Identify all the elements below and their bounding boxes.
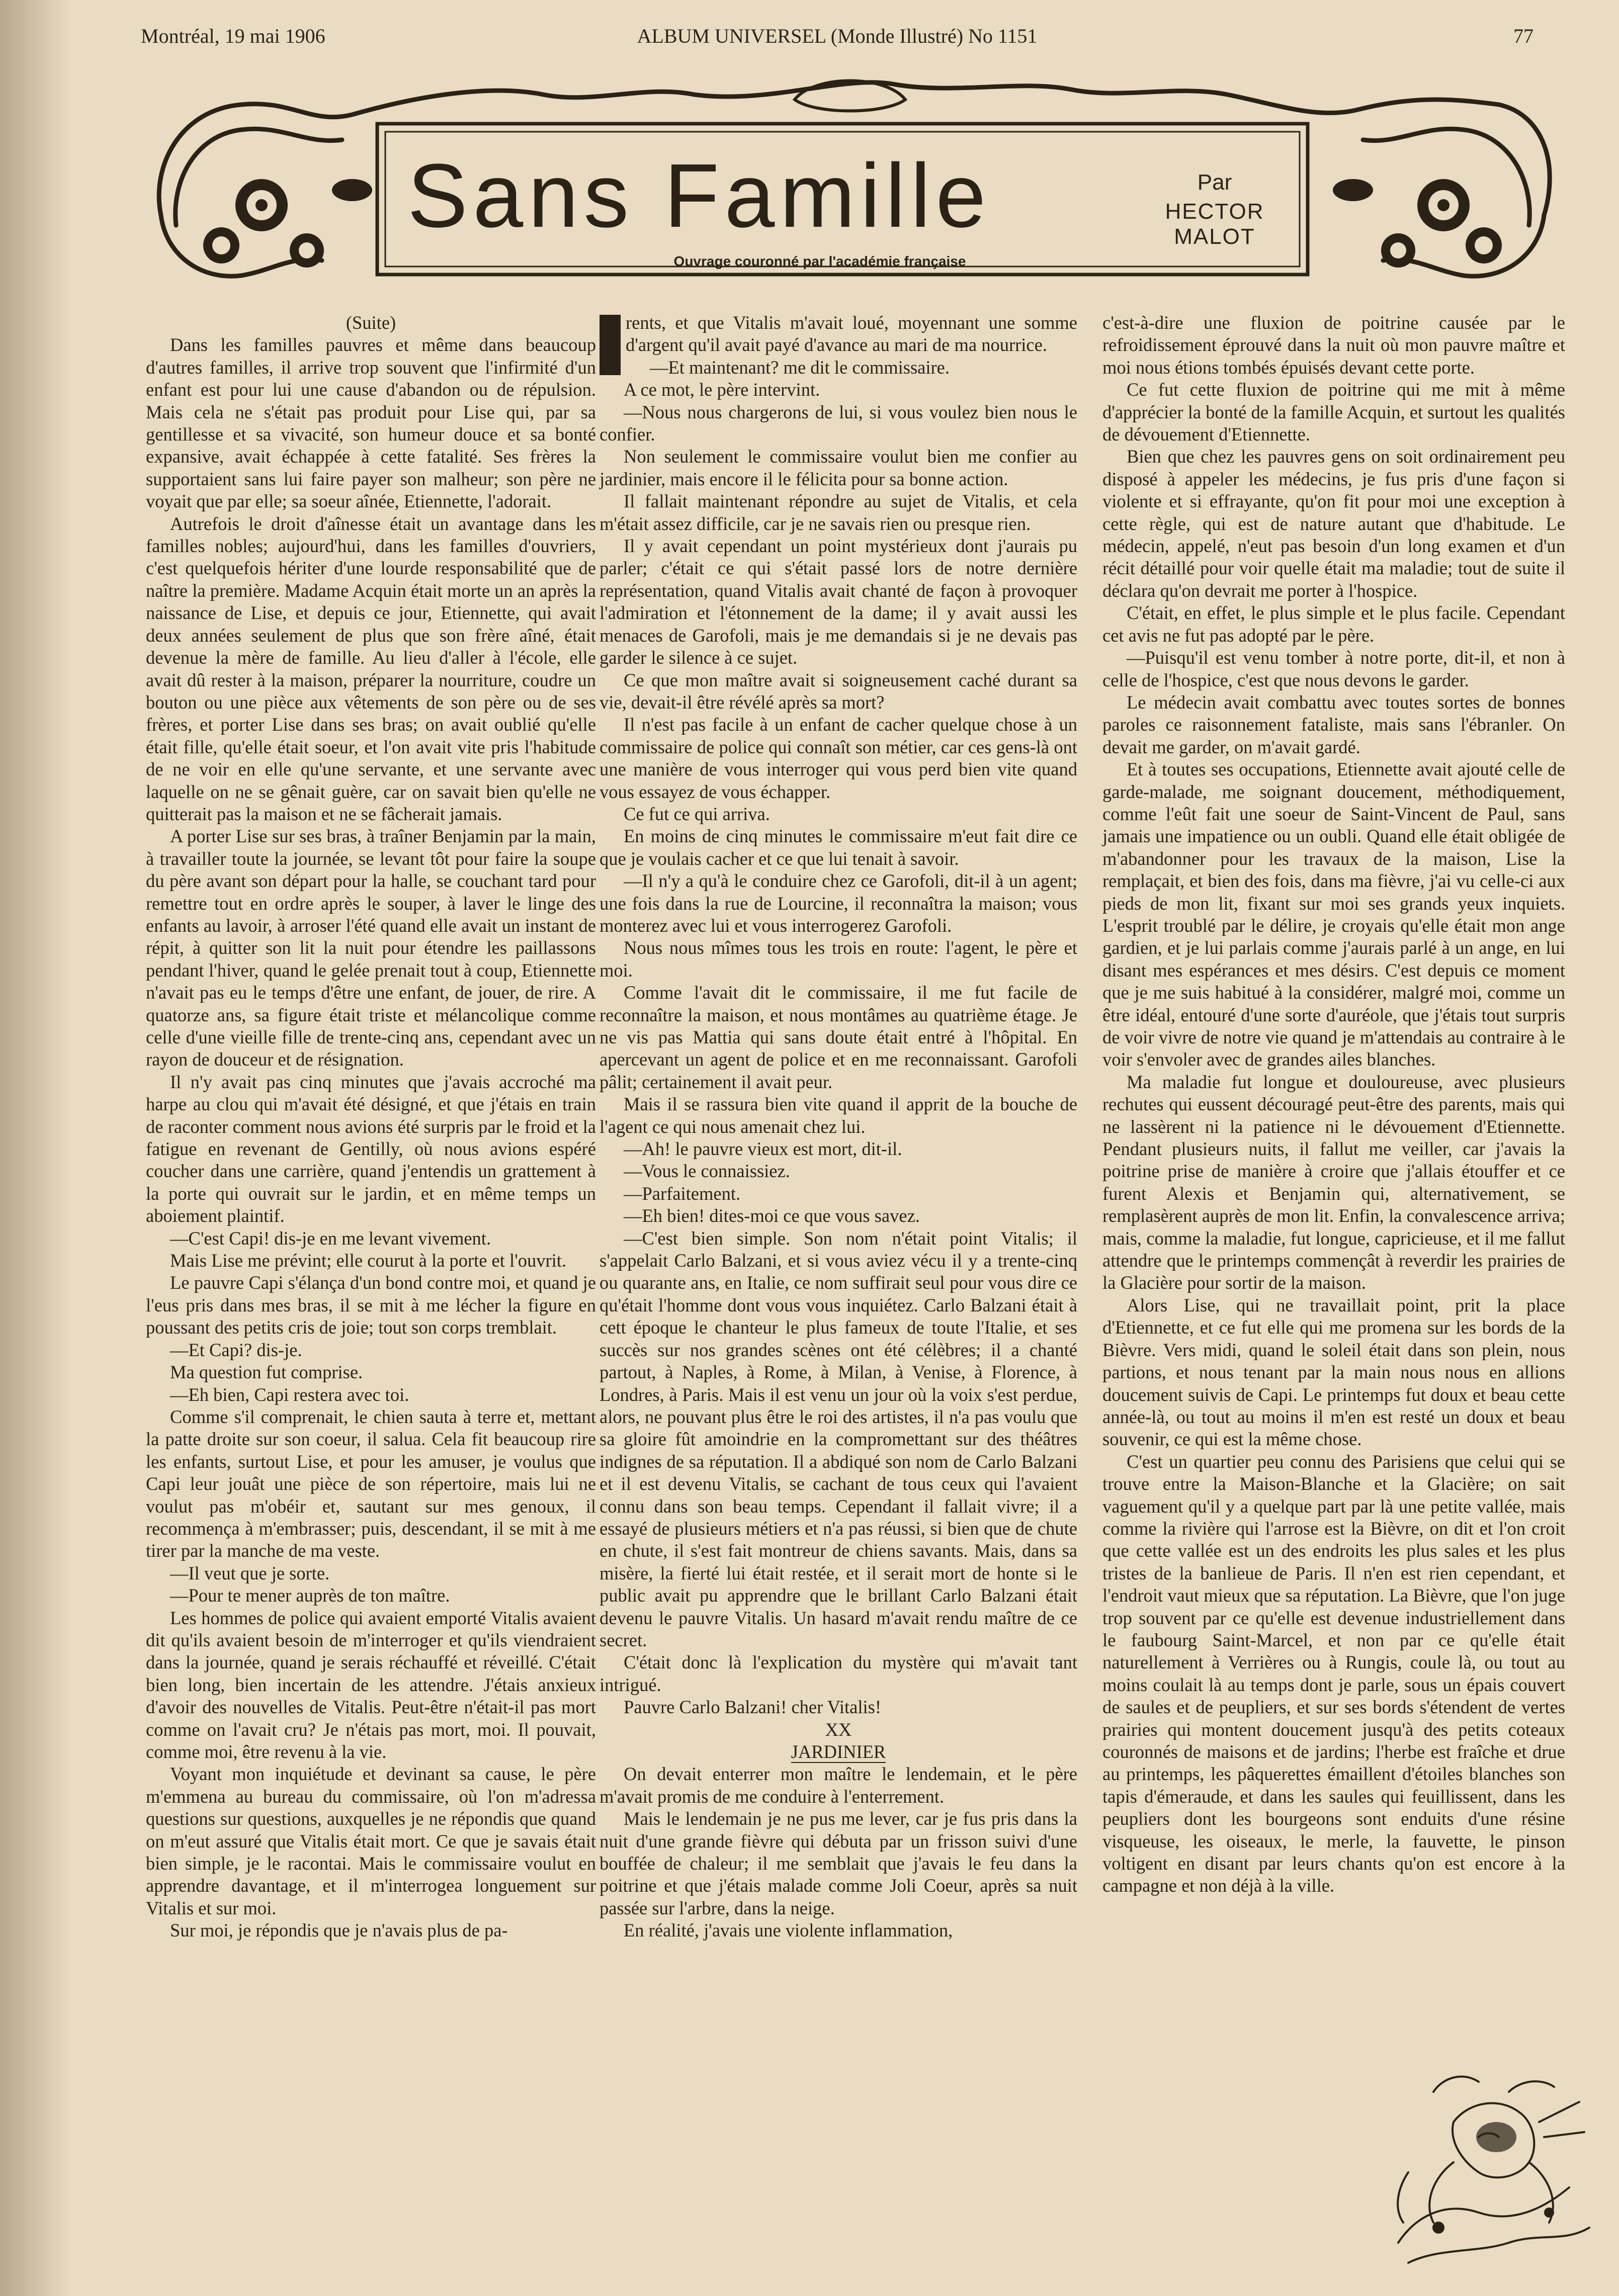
paragraph: Ce fut ce qui arriva. [624,803,770,824]
dropcap-ornament [600,315,621,375]
paragraph: —Puisqu'il est venu tomber à notre porte, dit-il, et non à celle de l'hospice, c'est que nous devons le garder. [1102,647,1565,690]
paragraph: Ce que mon maître avait si soigneusement caché durant sa vie, devait-il être révélé après sa mort? [600,669,1077,713]
paragraph: c'est-à-dire une fluxion de poitrine causée par le refroidissement éprouvé dans la nuit où mon pauvre maître et moi nous étions tombés épuisés devant cette porte. [1102,312,1565,378]
suite-label: (Suite) [346,312,396,333]
paragraph: —C'est Capi! dis-je en me levant vivement. [170,1227,491,1249]
chapter-title [600,1741,1077,1763]
binding-shadow [0,0,70,2296]
text-column-3 [1102,312,1565,1897]
paragraph: C'était donc là l'explication du mystère qui m'avait tant intrigué. [600,1652,1077,1695]
paragraph: Sur moi, je répondis que je n'avais plus de pa- [170,1920,508,1941]
paragraph: Ma maladie fut longue et douloureuse, avec plusieurs rechutes qui eussent découragé peut-être des parents, mais qui ne lassèrent ni la patience ni le dévouement d'Etiennette. Pendant plusieurs nuits, il fallut me veiller, car j'avais la poitrine prise de manière à croire que j'allais étouffer et ce furent Alexis et Benjamin qui, alternativement, se remplasèrent auprès de mon lit. Enfin, la convalescence arriva; mais, comme la maladie, fut longue, capricieuse, et il me fallut attendre que le printemps commençât à reverdir les prairies de la Glacière pour sortir de la maison. [1102,1071,1565,1293]
paragraph: Mais Lise me prévint; elle courut à la porte et l'ouvrit. [170,1250,567,1271]
paragraph: Le pauvre Capi s'élança d'un bond contre moi, et quand je l'eus pris dans mes bras, il se mit à me lécher la figure en poussant des petits cris de joie; tout son corps tremblait. [146,1272,596,1338]
story-title: Sans Famille [407,145,991,246]
paragraph: Ma question fut comprise. [170,1362,363,1383]
paragraph: Dans les familles pauvres et même dans beaucoup d'autres familles, il arrive trop souvent que l'infirmité d'un enfant est pour lui une cause d'abandon ou de répulsion. Mais cela ne s'était pas produit pour Lise qui, par sa gentillesse et sa vivacité, son humeur douce et sa bonté expansive, avait échappée à cette fatalité. Ses frères la supportaient sans lui faire payer son malheur; son père ne voyait que par elle; sa soeur aînée, Etiennette, l'adorait. [146,334,596,512]
header-publication: ALBUM UNIVERSEL (Monde Illustré) No 1151 [637,25,1038,47]
award-subtitle: Ouvrage couronné par l'académie française [673,253,966,269]
paragraph: On devait enterrer mon maître le lendemain, et le père m'avait promis de me conduire à l'enterrement. [600,1763,1077,1807]
paragraph: En moins de cinq minutes le commissaire m'eut fait dire ce que je voulais cacher et ce que lui tenait à savoir. [600,826,1077,869]
paragraph: —Nous nous chargerons de lui, si vous voulez bien nous le confier. [600,401,1077,445]
paragraph: —Eh bien, Capi restera avec toi. [170,1384,409,1405]
paragraph: Le médecin avait combattu avec toutes sortes de bonnes paroles ce raisonnement fataliste, mais sans l'ébranler. On devait me garder, on m'avait gardé. [1102,691,1565,757]
paragraph: Mais le lendemain je ne pus me lever, car je fus pris dans la nuit d'une grande fièvre qui débuta par un frisson suivi d'une bouffée de chaleur; il me semblait que j'avais le feu dans la poitrine et que j'étais malade comme Joli Coeur, après sa nuit passée sur l'arbre, dans la neige. [600,1808,1077,1918]
paragraph: A porter Lise sur ses bras, à traîner Benjamin par la main, à travailler toute la journée, se levant tôt pour faire la soupe du père avant son départ pour la halle, se couchant tard pour remettre tout en ordre après le souper, à laver le linge des enfants au lavoir, à arroser l'été quand elle avait un instant de répit, à quitter son lit la nuit pour étendre les paillassons pendant l'hiver, quand le gelée prenait tout à coup, Etiennette n'avait pas eu le temps d'être une enfant, de jouer, de rire. A quatorze ans, sa figure était triste et mélancolique comme celle d'une vieille fille de trente-cinq ans, cependant avec un rayon de douceur et de résignation. [146,826,596,1070]
running-head [141,24,1533,54]
paragraph: —C'est bien simple. Son nom n'était point Vitalis; il s'appelait Carlo Balzani, et si vous aviez vécu il y a trente-cinq ou quarante ans, en Italie, ce nom suffirait seul pour vous dire ce qu'était l'homme dont vous vous inquiétez. Carlo Balzani était à cett époque le chanteur le plus fameux de toute l'Italie, et ses succès sur nos grandes scènes ont été célèbres; il a chanté partout, à Naples, à Rome, à Milan, à Venise, à Florence, à Londres, à Paris. Mais il est venu un jour où la voix s'est perdue, alors, ne pouvant plus être le roi des artistes, il n'a pas voulu que sa gloire fût amoindrie en la compromettant sur des théâtres indignes de sa réputation. Il a abdiqué son nom de Carlo Balzani et il est devenu Vitalis, se cachant de tous ceux qui l'avaient connu dans son beau temps. Cependant il fallait vivre; il a essayé de plusieurs métiers et n'a pas réussi, si bien que de chute en chute, il s'est fait montreur de chiens savants. Mais, dans sa misère, la fierté lui était restée, et il serait mort de honte si le public avait pu apprendre que le brillant Carlo Balzani était devenu le pauvre Vitalis. Un hasard m'avait rendu maître de ce secret. [600,1227,1077,1650]
paragraph: Voyant mon inquiétude et devinant sa cause, le père m'emmena au bureau du commissaire, où l'on m'adressa questions sur questions, auxquelles je ne répondis que quand on m'eut assuré que Vitalis était mort. Ce que je savais était bien simple, je le racontai. Mais le commissaire voulut en apprendre davantage, et il m'interrogea longuement sur Vitalis et sur moi. [146,1763,596,1918]
paragraph: —Et maintenant? me dit le commissaire. [650,357,950,378]
paragraph: —Ah! le pauvre vieux est mort, dit-il. [624,1138,902,1160]
byline-par: Par [1197,170,1232,195]
paragraph: En réalité, j'avais une violente inflammation, [624,1920,953,1941]
title-banner [141,64,1564,306]
paragraph: Il n'y avait pas cinq minutes que j'avais accroché ma harpe au clou qui m'avait été désigné, et que j'étais en train de raconter comment nous avions été surpris par le froid et la fatigue en revenant de Gentilly, où nous avions espéré coucher dans une carrière, quand j'entendis un grattement à la porte qui ouvrait sur le jardin, et en même temps un aboiement plaintif. [146,1071,596,1226]
paragraph: —Et Capi? dis-je. [170,1339,302,1360]
vignette-illustration [1378,2062,1599,2273]
text-column-1 [146,312,596,1942]
header-date: Montréal, 19 mai 1906 [141,25,325,47]
paragraph: —Eh bien! dites-moi ce que vous savez. [624,1205,920,1226]
page-number: 77 [1513,25,1533,47]
paragraph: Mais il se rassura bien vite quand il apprit de la bouche de l'agent ce qui nous amenait chez lui. [600,1094,1077,1137]
paragraph: Comme l'avait dit le commissaire, il me fut facile de reconnaître la maison, et nous montâmes au quatrième étage. Je ne vis pas Mattia qui sans doute était entré à l'hôpital. En apercevant un agent de police et en me reconnaissant. Garofoli pâlit; certainement il avait peur. [600,982,1077,1092]
paragraph: —Il veut que je sorte. [170,1562,330,1583]
paragraph: Autrefois le droit d'aînesse était un avantage dans les familles nobles; aujourd'hui, dans les familles d'ouvriers, c'est quelquefois hériter d'une lourde responsabilité que de naître la première. Madame Acquin était morte un an après la naissance de Lise, et depuis ce jour, Etiennette, qui avait deux années seulement de plus que son frère aîné, était devenue la mère de famille. Au lieu d'aller à l'école, elle avait dû rester à la maison, préparer la nourriture, coudre un bouton ou une pièce aux vêtements de son père ou de ses frères, et porter Lise dans ses bras; on avait oublié qu'elle était fille, qu'elle était soeur, et l'on avait vite pris l'habitude de ne voir en elle qu'une servante, et une servante avec laquelle on ne se gênait guère, car on savait bien qu'elle ne quitterait pas la maison et ne se fâcherait jamais. [146,513,596,824]
paragraph: —Il n'y a qu'à le conduire chez ce Garofoli, dit-il à un agent; une fois dans la rue de Lourcine, il reconnaîtra la maison; vous monterez avec lui et vous interrogerez Garofoli. [600,870,1077,936]
paragraph: C'est un quartier peu connu des Parisiens que celui qui se trouve entre la Maison-Blanche et la Glacière; on sait vaguement qu'il y a quelque part par là une petite vallée, mais comme la rivière qui l'arrose est la Bièvre, on dit et l'on croit que cette vallée est un des endroits les plus sales et les plus tristes de la banlieue de Paris. Il n'en est rien cependant, et l'endroit vaut mieux que sa réputation. La Bièvre, que l'on juge trop souvent par ce qu'elle est devenue industriellement dans le faubourg Saint-Marcel, et non par ce qu'elle était naturellement à Verrières ou à Rungis, coule là, ou tout au moins coulait là au temps dont je parle, sous un épais couvert de saules et de peupliers, et sur ses bords s'étendent de vertes prairies qui montent doucement jusqu'à des petits coteaux couronnés de maisons et de jardins; l'herbe est fraîche et drue au printemps, les pâquerettes émaillent d'étoiles blanches son tapis d'émeraude, et dans les saules qui feuillissent, dans les peupliers dont les bourgeons sont enduits d'une résine visqueuse, les oiseaux, le merle, la fauvette, le pinson voltigent en disant par leurs chants qu'on est encore à la campagne et non déjà à la ville. [1102,1451,1565,1896]
paragraph: Les hommes de police qui avaient emporté Vitalis avaient dit qu'ils avaient besoin de m'interroger et qu'ils viendraient dans la journée, quand je serais réchauffé et réveillé. C'était bien long, bien incertain de les attendre. J'étais anxieux d'avoir des nouvelles de Vitalis. Peut-être n'était-il pas mort comme on l'avait cru? Je n'étais pas mort, moi. Il pouvait, comme moi, être revenu à la vie. [146,1607,596,1762]
paragraph: —Parfaitement. [624,1183,741,1204]
chapter-title-text: JARDINIER [791,1741,886,1762]
byline-author: HECTOR MALOT [1165,199,1264,249]
paragraph: Et à toutes ses occupations, Etiennette avait ajouté celle de garde-malade, me soignant doucement, méthodiquement, comme l'eût fait une soeur de Saint-Vincent de Paul, sans jamais une impatience ou un oubli. Quand elle était obligée de m'abandonner pour les travaux de la maison, Lise la remplaçait, et bien des fois, dans ma fièvre, j'ai vu celle-ci aux pieds de mon lit, fixant sur moi ses grands yeux inquiets. L'esprit troublé par le délire, je croyais qu'elle était mon ange gardien, et je lui parlais comme j'aurais parlé à un ange, en lui disant mes espérances et mes désirs. C'est depuis ce moment que je me suis habitué à la considérer, malgré moi, comme un être idéal, entouré d'une sorte d'auréole, que j'étais tout surpris de voir vivre de notre vie quand je m'attendais au contraire à le voir s'envoler avec de grandes ailes blanches. [1102,759,1565,1070]
paragraph: Il n'est pas facile à un enfant de cacher quelque chose à un commissaire de police qui connaît son métier, car ces gens-là ont une manière de vous interroger qui vous perd bien vite quand vous essayez de vous échapper. [600,714,1077,802]
title-box [377,124,1308,275]
paragraph: Ce fut cette fluxion de poitrine qui me mit à même d'apprécier la bonté de la famille Acquin, et surtout les qualités de dévouement d'Etiennette. [1102,379,1565,445]
paragraph: Bien que chez les pauvres gens on soit ordinairement peu disposé à appeler les médecins, je fus pris d'une façon si violente et si effrayante, qu'on fit pour moi une exception à cette règle, qui est de nature autant que d'habitude. Le médecin, appelé, n'eut pas besoin d'un long examen et d'un récit détaillé pour voir quelle était ma maladie; tout de suite il déclara qu'on devrait me porter à l'hospice. [1102,446,1565,601]
paragraph: —Pour te mener auprès de ton maître. [170,1585,450,1606]
paragraph: A ce mot, le père intervint. [624,379,820,400]
paragraph: Non seulement le commissaire voulut bien me confier au jardinier, mais encore il le félicita pour sa bonne action. [600,446,1077,489]
text-column-2 [600,312,1077,1942]
paragraph: Nous nous mîmes tous les trois en route: l'agent, le père et moi. [600,937,1077,981]
paragraph-text: rents, et que Vitalis m'avait loué, moyennant une somme d'argent qu'il avait payé d'avance au mari de ma nourrice. [626,312,1077,356]
paragraph [600,312,1077,357]
paragraph: C'était, en effet, le plus simple et le plus facile. Cependant cet avis ne fut pas adopté par le père. [1102,602,1565,646]
paragraph: Pauvre Carlo Balzani! cher Vitalis! [624,1697,882,1718]
paragraph: —Vous le connaissiez. [624,1161,790,1182]
paragraph: Il y avait cependant un point mystérieux dont j'aurais pu parler; c'était ce qui s'était passé lors de notre dernière représentation, quand Vitalis avait chanté de façon à provoquer l'admiration et l'étonnement de la dame; il y avait aussi les menaces de Garofoli, mais je me demandais si je ne devais pas garder le silence à ce sujet. [600,536,1077,668]
paragraph: Comme s'il comprenait, le chien sauta à terre et, mettant la patte droite sur son coeur, il salua. Cela fit beaucoup rire les enfants, surtout Lise, et pour les amuser, je voulus que Capi leur jouât une pièce de son répertoire, mais lui ne voulut pas m'obéir et, sautant sur mes genoux, il recommença à m'embrasser; puis, descendant, il se mit à me tirer par la manche de ma veste. [146,1406,596,1561]
paragraph: Il fallait maintenant répondre au sujet de Vitalis, et cela m'était assez difficile, car je ne savais rien ou presque rien. [600,491,1077,534]
chapter-number: XX [825,1719,852,1740]
paragraph: Alors Lise, qui ne travaillait point, prit la place d'Etiennette, et ce fut elle qui me promena sur les bords de la Bièvre. Vers midi, quand le soleil était dans son plein, nous partions, et nous tenant par la main nous nous en allions doucement suivis de Capi. Le printemps fut doux et beau cette année-là, ou tout au moins il m'en est resté un doux et beau souvenir, ce qui est la même chose. [1102,1294,1565,1450]
